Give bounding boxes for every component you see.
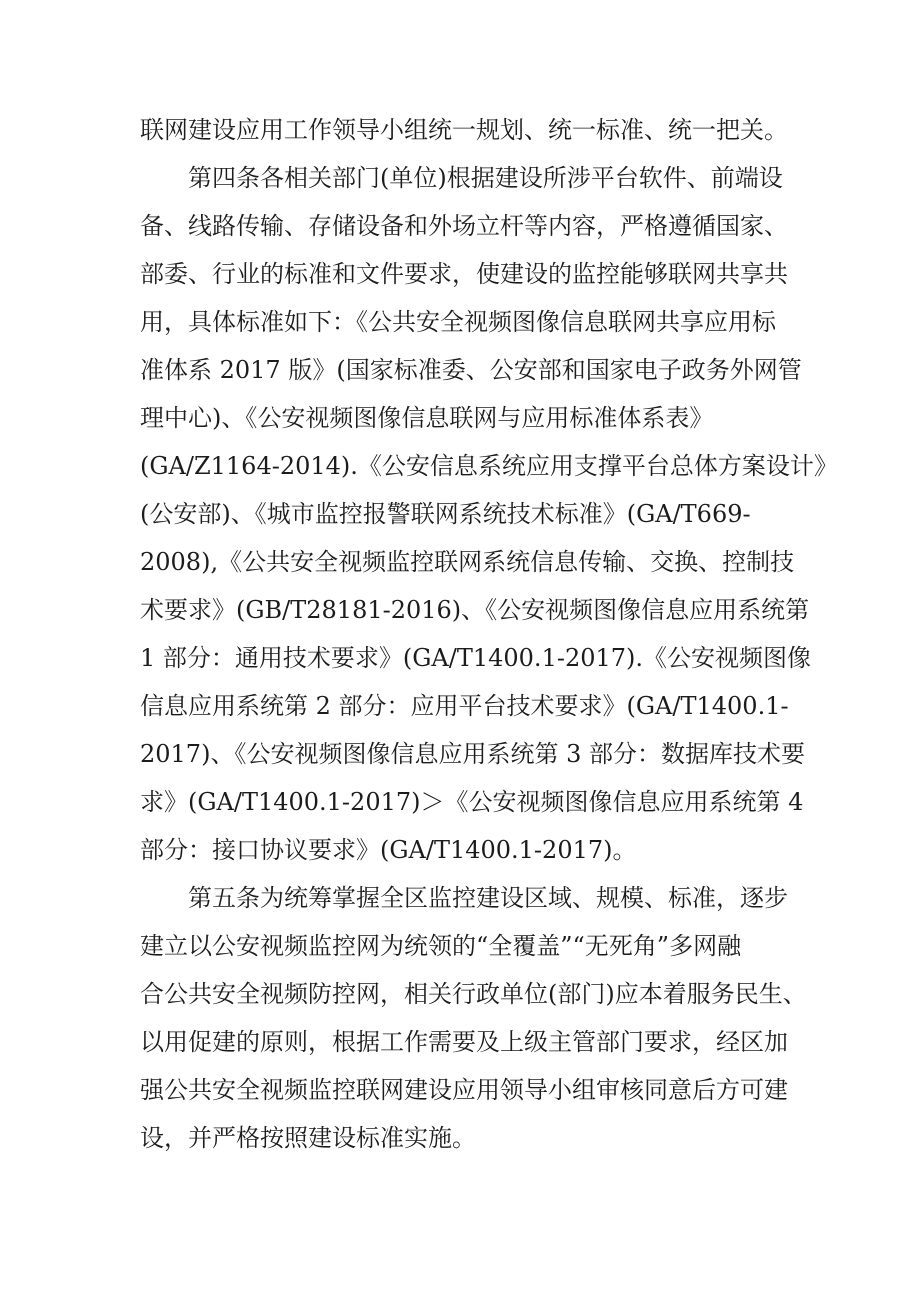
text-line: 第五条为统筹掌握全区监控建设区域、规模、标准，逐步	[188, 884, 788, 912]
text-line: 以用促建的原则，根据工作需要及上级主管部门要求，经区加	[140, 1028, 788, 1056]
text-line: 术要求》(GB/T28181-2016)、《公安视频图像信息应用系统第	[140, 596, 810, 624]
text-line: 部委、行业的标准和文件要求，使建设的监控能够联网共享共	[140, 260, 788, 288]
text-line: 部分：接口协议要求》(GA/T1400.1-2017)。	[140, 836, 637, 864]
text-line: 合公共安全视频防控网，相关行政单位(部门)应本着服务民生、	[140, 980, 807, 1008]
text-line: 2008),《公共安全视频监控联网系统信息传输、交换、控制技	[140, 548, 795, 576]
text-line: (公安部)、《城市监控报警联网系统技术标准》(GA/T669-	[140, 500, 751, 528]
text-line: (GA/Z1164-2014).《公安信息系统应用支撑平台总体方案设计》	[140, 452, 838, 480]
text-line: 强公共安全视频监控联网建设应用领导小组审核同意后方可建	[140, 1076, 788, 1104]
text-line: 理中心)、《公安视频图像信息联网与应用标准体系表》	[140, 404, 714, 432]
text-line: 备、线路传输、存储设备和外场立杆等内容，严格遵循国家、	[140, 212, 788, 240]
text-line: 求》(GA/T1400.1-2017)＞《公安视频图像信息应用系统第 4	[140, 788, 804, 816]
text-line: 2017)、《公安视频图像信息应用系统第 3 部分：数据库技术要	[140, 740, 805, 768]
text-line: 建立以公安视频监控网为统领的“全覆盖”“无死角”多网融	[140, 932, 742, 960]
text-line: 联网建设应用工作领导小组统一规划、统一标准、统一把关。	[140, 116, 788, 144]
text-line: 信息应用系统第 2 部分：应用平台技术要求》(GA/T1400.1-	[140, 692, 789, 720]
text-line: 1 部分：通用技术要求》(GA/T1400.1-2017).《公安视频图像	[140, 644, 812, 672]
text-line: 准体系 2017 版》(国家标准委、公安部和国家电子政务外网管	[140, 356, 802, 384]
text-line: 第四条各相关部门(单位)根据建设所涉平台软件、前端设	[188, 164, 783, 192]
text-line: 设，并严格按照建设标准实施。	[140, 1124, 476, 1152]
text-line: 用，具体标准如下：《公共安全视频图像信息联网共享应用标	[140, 308, 776, 336]
